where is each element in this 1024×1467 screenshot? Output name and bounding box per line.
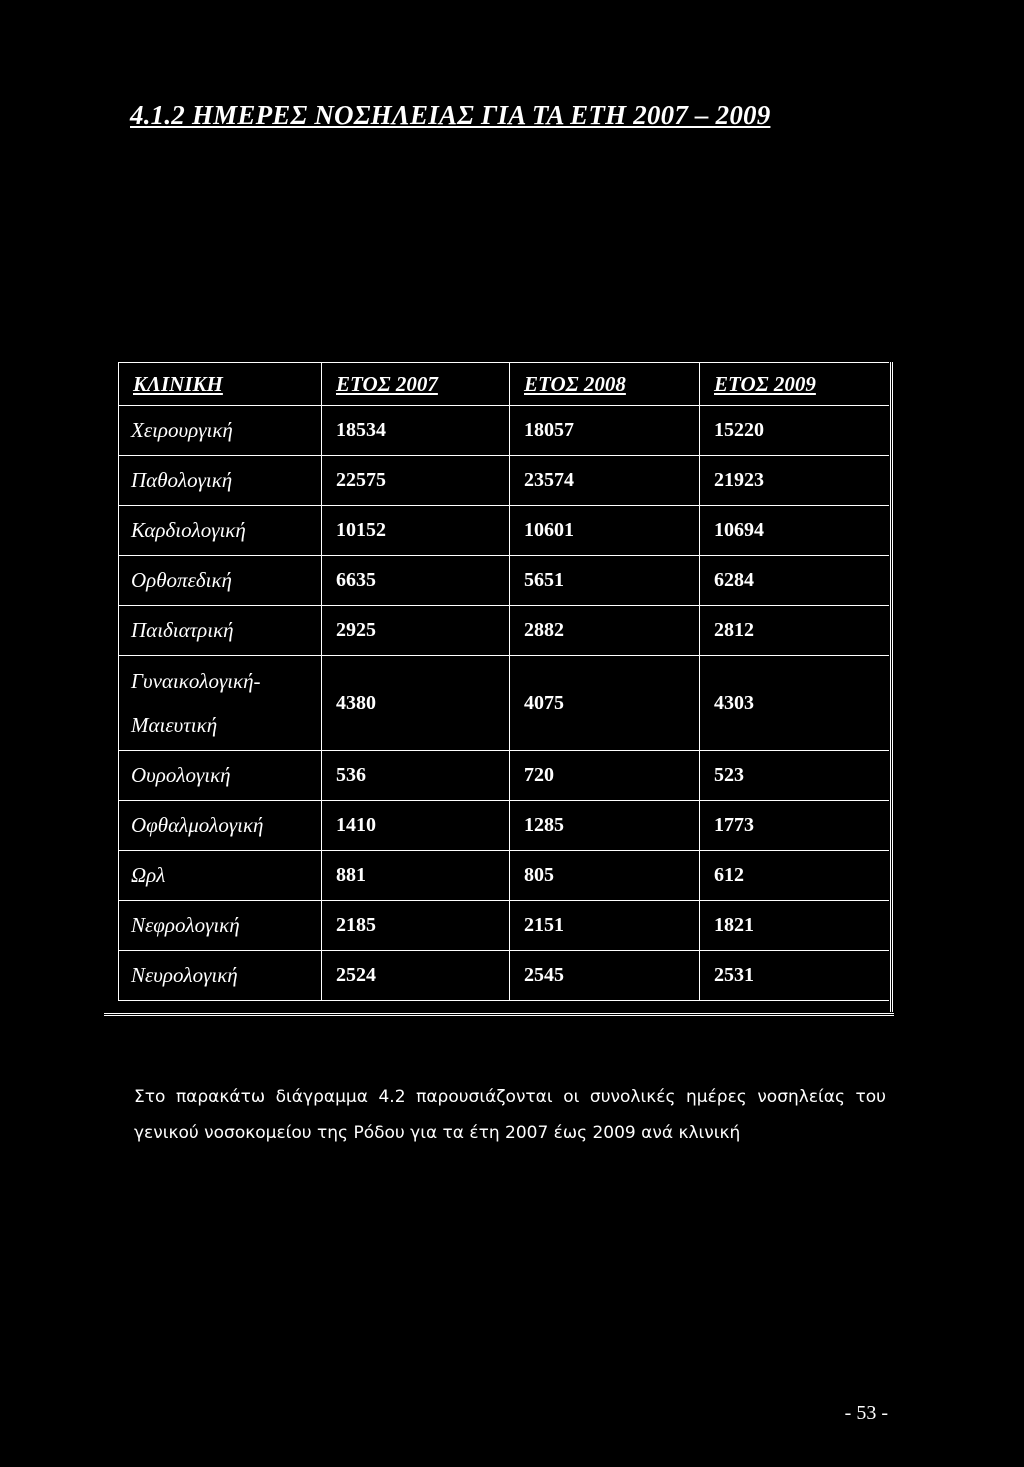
table-row xyxy=(119,801,889,851)
table-bottom-rule xyxy=(104,1013,894,1016)
clinic-name: Ουρολογική xyxy=(119,751,322,801)
header-year-2008: ΕΤΟΣ 2008 xyxy=(510,363,700,406)
clinic-name: Νεφρολογική xyxy=(119,901,322,951)
days-2008: 10601 xyxy=(510,506,700,556)
days-2008: 5651 xyxy=(510,556,700,606)
days-2007: 22575 xyxy=(322,456,510,506)
clinic-name: Καρδιολογική xyxy=(119,506,322,556)
days-2007: 2925 xyxy=(322,606,510,656)
table-row xyxy=(119,406,889,456)
clinic-name: Οφθαλμολογική xyxy=(119,801,322,851)
days-2007: 4380 xyxy=(322,656,510,751)
clinic-name: Χειρουργική xyxy=(119,406,322,456)
days-2007: 18534 xyxy=(322,406,510,456)
days-2008: 805 xyxy=(510,851,700,901)
days-2008: 4075 xyxy=(510,656,700,751)
section-title: 4.1.2 ΗΜΕΡΕΣ ΝΟΣΗΛΕΙΑΣ ΓΙΑ ΤΑ ΕΤΗ 2007 – 2009 xyxy=(130,100,771,130)
clinic-name: Παιδιατρική xyxy=(119,606,322,656)
days-2008: 720 xyxy=(510,751,700,801)
table-row xyxy=(119,851,889,901)
days-2009: 612 xyxy=(700,851,889,901)
table-row xyxy=(119,656,889,751)
days-2009: 2531 xyxy=(700,951,889,1001)
table-row xyxy=(119,751,889,801)
hospital-days-table xyxy=(118,362,889,1001)
days-2008: 18057 xyxy=(510,406,700,456)
table-header-row xyxy=(119,363,889,406)
days-2008: 2545 xyxy=(510,951,700,1001)
clinic-name-line2: Μαιευτική xyxy=(131,713,218,737)
days-2009: 2812 xyxy=(700,606,889,656)
days-2009: 10694 xyxy=(700,506,889,556)
days-2007: 536 xyxy=(322,751,510,801)
days-2008: 2882 xyxy=(510,606,700,656)
days-2009: 21923 xyxy=(700,456,889,506)
days-2009: 4303 xyxy=(700,656,889,751)
days-2007: 881 xyxy=(322,851,510,901)
table-row xyxy=(119,506,889,556)
days-2007: 2185 xyxy=(322,901,510,951)
clinic-name: Παθολογική xyxy=(119,456,322,506)
header-year-2007: ΕΤΟΣ 2007 xyxy=(322,363,510,406)
days-2007: 10152 xyxy=(322,506,510,556)
days-2009: 1821 xyxy=(700,901,889,951)
table-row xyxy=(119,456,889,506)
table-row xyxy=(119,901,889,951)
days-2007: 6635 xyxy=(322,556,510,606)
days-2008: 23574 xyxy=(510,456,700,506)
days-2007: 1410 xyxy=(322,801,510,851)
header-year-2009: ΕΤΟΣ 2009 xyxy=(700,363,889,406)
table-row xyxy=(119,951,889,1001)
table-row xyxy=(119,556,889,606)
hospital-days-table-container xyxy=(118,362,893,1012)
days-2007: 2524 xyxy=(322,951,510,1001)
days-2009: 15220 xyxy=(700,406,889,456)
days-2008: 2151 xyxy=(510,901,700,951)
clinic-name: Νευρολογική xyxy=(119,951,322,1001)
page-number: - 53 - xyxy=(844,1402,888,1424)
table-row xyxy=(119,606,889,656)
days-2009: 6284 xyxy=(700,556,889,606)
header-clinic: ΚΛΙΝΙΚΗ xyxy=(119,363,322,406)
clinic-name-line1: Γυναικολογική- xyxy=(131,669,261,693)
days-2009: 1773 xyxy=(700,801,889,851)
clinic-name: Ορθοπεδική xyxy=(119,556,322,606)
days-2008: 1285 xyxy=(510,801,700,851)
clinic-name xyxy=(119,656,322,751)
days-2009: 523 xyxy=(700,751,889,801)
clinic-name: Ωρλ xyxy=(119,851,322,901)
diagram-caption: Στο παρακάτω διάγραμμα 4.2 παρουσιάζονται οι συνολικές ημέρες νοσηλείας του γενικού νοσοκομείου της Ρόδου για τα έτη 2007 έως 2009 ανά κλινική xyxy=(134,1087,886,1143)
